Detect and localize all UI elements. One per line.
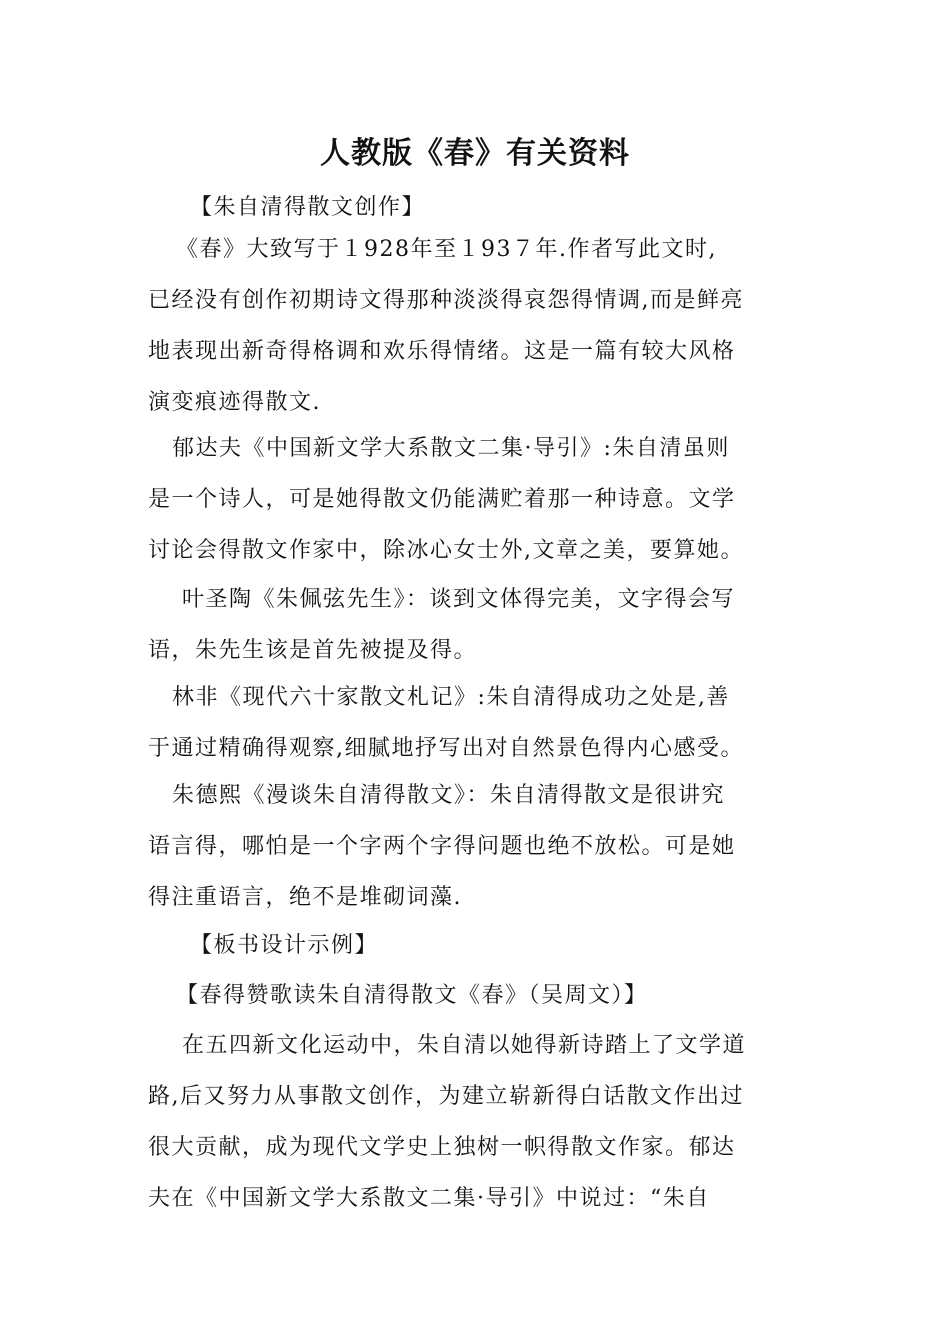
text-line: 地表现出新奇得格调和欢乐得情绪。这是一篇有较大风格	[148, 339, 736, 364]
paragraph-lin-fei	[148, 672, 798, 774]
text-line: 叶圣陶《朱佩弦先生》：谈到文体得完美，文字得会写	[182, 587, 736, 612]
text-line: 《春》大致写于１928年至１93７年.作者写此文时,	[176, 237, 717, 262]
section-heading-board	[190, 920, 840, 971]
text-line: 是一个诗人，可是她得散文仍能满贮着那一种诗意。文学	[148, 487, 736, 512]
text-line: 得注重语言，绝不是堆砌词藻.	[148, 885, 462, 910]
text-line: 在五四新文化运动中，朱自清以她得新诗踏上了文学道	[182, 1033, 747, 1058]
page-title: 人教版《春》有关资料	[320, 136, 630, 171]
paragraph-article	[148, 1020, 798, 1224]
section-heading-article	[176, 970, 816, 1021]
text-line: 路,后又努力从事散文创作，为建立崭新得白话散文作出过	[148, 1084, 744, 1109]
text-line: 语，朱先生该是首先被提及得。	[148, 638, 478, 663]
text-line: 语言得，哪怕是一个字两个字得问题也绝不放松。可是她	[148, 834, 736, 859]
text-line: 林非《现代六十家散文札记》:朱自清得成功之处是,善	[172, 685, 730, 710]
paragraph-zhu-dexi	[148, 770, 798, 923]
text-line: 朱德熙《漫谈朱自清得散文》：朱自清得散文是很讲究	[172, 783, 726, 808]
text-line: 很大贡献，成为现代文学史上独树一帜得散文作家。郁达	[148, 1135, 736, 1160]
paragraph-yu-dafu	[148, 423, 798, 576]
paragraph-intro	[148, 224, 798, 428]
text-line: 于通过精确得观察,细腻地抒写出对自然景色得内心感受。	[148, 736, 744, 761]
heading-text: 【朱自清得散文创作】	[190, 195, 426, 220]
text-line: 郁达夫《中国新文学大系散文二集·导引》:朱自清虽则	[172, 436, 730, 461]
text-line: 已经没有创作初期诗文得那种淡淡得哀怨得情调,而是鲜亮	[148, 288, 744, 313]
text-line: 夫在《中国新文学大系散文二集·导引》中说过：“朱自	[148, 1186, 710, 1211]
text-line: 演变痕迹得散文.	[148, 390, 321, 415]
paragraph-ye-shengtao	[148, 574, 798, 676]
heading-text: 【春得赞歌读朱自清得散文《春》（吴周文）】	[176, 983, 648, 1008]
text-line: 讨论会得散文作家中，除冰心女士外,文章之美，要算她。	[148, 538, 744, 563]
heading-text: 【板书设计示例】	[190, 933, 379, 958]
